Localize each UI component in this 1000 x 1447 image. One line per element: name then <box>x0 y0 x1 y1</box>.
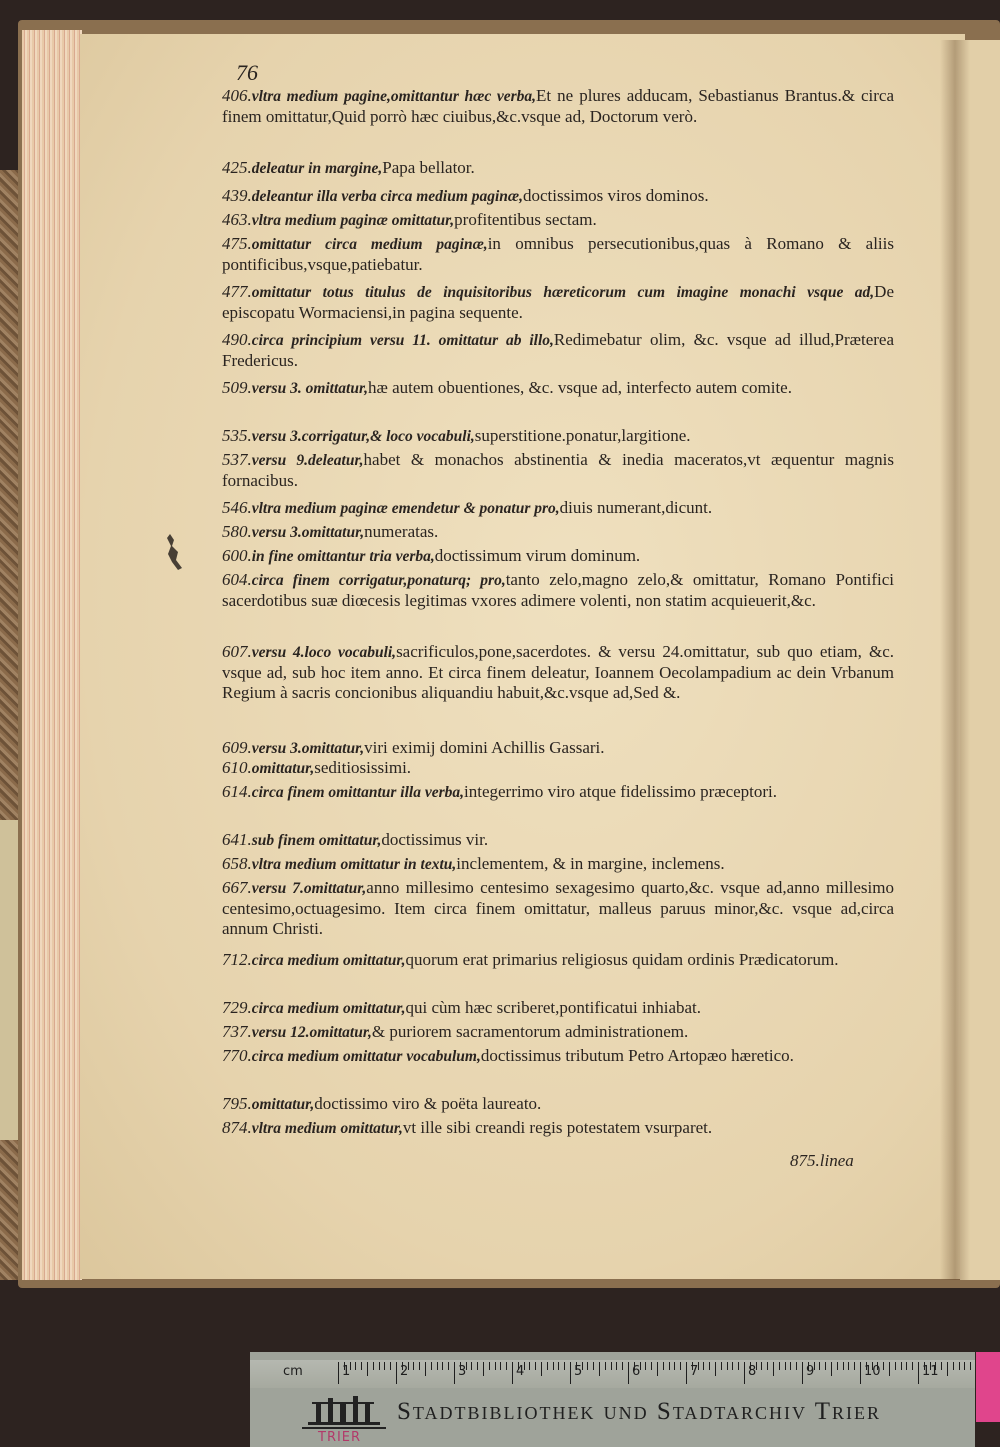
ruler-tick <box>512 1362 513 1384</box>
ruler-tick <box>419 1362 420 1370</box>
entry-instruction: circa finem corrigatur,ponaturq; pro, <box>251 572 506 589</box>
entry-instruction: deleatur in margine, <box>251 160 383 177</box>
entry-page-ref: 607. <box>222 642 252 661</box>
errata-entry <box>222 1046 894 1067</box>
ruler-tick <box>686 1362 687 1384</box>
page-edges <box>22 30 82 1280</box>
ruler-tick <box>663 1362 664 1370</box>
entry-page-ref: 537. <box>222 450 252 469</box>
ruler-tick <box>785 1362 786 1370</box>
entry-page-ref: 770. <box>222 1046 252 1065</box>
errata-entry <box>222 1118 894 1139</box>
ruler-tick <box>616 1362 617 1370</box>
entry-page-ref: 463. <box>222 210 252 229</box>
entry-text: profitentibus sectam. <box>454 210 597 229</box>
ruler-tick <box>657 1362 658 1376</box>
entry-instruction: versu 12.omittatur, <box>251 1024 372 1041</box>
ruler-tick <box>651 1362 652 1370</box>
entry-page-ref: 658. <box>222 854 252 873</box>
entry-page-ref: 641. <box>222 830 252 849</box>
ruler-tick <box>541 1362 542 1376</box>
ruler-tick <box>825 1362 826 1370</box>
ruler-tick <box>355 1362 356 1370</box>
catchword: 875.linea <box>790 1151 854 1170</box>
errata-entry <box>222 570 894 611</box>
entry-text: seditiosissimi. <box>314 758 412 777</box>
entry-instruction: versu 3.omittatur, <box>251 740 365 757</box>
errata-entry <box>222 282 894 323</box>
entry-text: tanto zelo,magno zelo,& omittatur, Romano Pontifici sacerdotibus suæ diœcesis legitimas vxores adimere volenti, non statim acquieuerit,&c. <box>222 570 894 610</box>
ruler-tick <box>645 1362 646 1370</box>
ruler-tick <box>425 1362 426 1376</box>
ruler-tick <box>396 1362 397 1384</box>
entry-page-ref: 439. <box>222 186 252 205</box>
entry-instruction: vltra medium pagine,omittantur hæc verba, <box>251 88 537 105</box>
ruler-tick <box>860 1362 861 1384</box>
ruler-label: 6 <box>632 1364 641 1379</box>
entry-instruction: in fine omittantur tria verba, <box>251 548 435 565</box>
ruler-tick <box>715 1362 716 1376</box>
entry-text: integerrimo viro atque fidelissimo præceptori. <box>464 782 778 801</box>
entry-instruction: omittatur, <box>251 1096 315 1113</box>
entry-page-ref: 490. <box>222 330 252 349</box>
ruler-tick <box>535 1362 536 1370</box>
errata-entry <box>222 378 894 399</box>
ruler-tick <box>593 1362 594 1370</box>
entry-instruction: versu 3.omittatur, <box>251 524 365 541</box>
archive-logo-icon <box>298 1392 390 1430</box>
entry-instruction: versu 4.loco vocabuli, <box>251 644 397 661</box>
ruler-tick <box>964 1362 965 1370</box>
gutter <box>940 40 970 1280</box>
entry-page-ref: 425. <box>222 158 252 177</box>
ruler-tick <box>495 1362 496 1370</box>
entry-text: sacrificulos,pone,sacerdotes. & versu 24.omittatur, sub quo etiam, &c. vsque ad, sub hoc item anno. Et circa finem deleatur, Ioannem Oecolampadium ac dein Vrbanum Regium à sacris concionibus aliquandiu habuit,&c.vsque ad,Sed &. <box>222 642 894 702</box>
entry-instruction: circa principium versu 11. omittatur ab illo, <box>251 332 554 349</box>
entry-text: viri eximij domini Achillis Gassari. <box>364 738 605 757</box>
ruler-label: 4 <box>516 1364 525 1379</box>
entry-page-ref: 475. <box>222 234 252 253</box>
entry-instruction: versu 3. omittatur, <box>251 380 369 397</box>
errata-entry <box>222 210 894 231</box>
ruler-tick <box>379 1362 380 1370</box>
ruler-tick <box>906 1362 907 1370</box>
entry-instruction: omittatur, <box>251 760 315 777</box>
errata-entry <box>222 1094 894 1115</box>
errata-entry <box>222 330 894 371</box>
ruler-tick <box>669 1362 670 1370</box>
ruler-tick <box>953 1362 954 1370</box>
page-number: 76 <box>236 60 258 85</box>
ruler-tick <box>709 1362 710 1370</box>
ruler-tick <box>744 1362 745 1384</box>
entry-text: numeratas. <box>364 522 439 541</box>
entry-page-ref: 712. <box>222 950 252 969</box>
entry-instruction: omittatur totus titulus de inquisitoribus hæreticorum cum imagine monachi vsque ad, <box>251 284 875 301</box>
entry-instruction: versu 9.deleatur, <box>251 452 364 469</box>
ruler-tick <box>779 1362 780 1370</box>
errata-entry <box>222 1022 894 1043</box>
ruler-tick <box>605 1362 606 1370</box>
ruler-tick <box>564 1362 565 1370</box>
ruler-label: 9 <box>806 1364 815 1379</box>
errata-entry <box>222 830 894 851</box>
color-tab <box>976 1352 1000 1422</box>
entry-text: doctissimum virum dominum. <box>434 546 641 565</box>
errata-entry <box>222 738 894 759</box>
entry-page-ref: 535. <box>222 426 252 445</box>
errata-entry <box>222 854 894 875</box>
entry-text: superstitione.ponatur,largitione. <box>474 426 691 445</box>
ruler-tick <box>500 1362 501 1370</box>
archive-city: TRIER <box>318 1430 362 1445</box>
ruler-label: 3 <box>458 1364 467 1379</box>
ruler-tick <box>854 1362 855 1370</box>
errata-entry <box>222 86 894 127</box>
errata-entry <box>222 158 894 179</box>
ruler-label: 8 <box>748 1364 757 1379</box>
ruler-tick <box>848 1362 849 1370</box>
ruler-tick <box>819 1362 820 1370</box>
entry-instruction: versu 7.omittatur, <box>251 880 367 897</box>
ruler-tick <box>471 1362 472 1370</box>
entry-text: De episcopatu Wormaciensi,in pagina sequente. <box>222 282 894 322</box>
archive-name: Stadtbibliothek und Stadtarchiv Trier <box>397 1398 882 1425</box>
entry-instruction: vltra medium omittatur in textu, <box>251 856 457 873</box>
ruler-tick <box>912 1362 913 1370</box>
ruler-tick <box>680 1362 681 1370</box>
errata-entry <box>222 426 894 447</box>
ruler-tick <box>622 1362 623 1370</box>
ruler-tick <box>390 1362 391 1370</box>
errata-entry <box>222 998 894 1019</box>
entry-text: Et ne plures adducam, Sebastianus Brantus.& circa finem omittatur,Quid porrò hæc ciuibus,&c.vsque ad, Doctorum verò. <box>222 86 894 126</box>
entry-text: doctissimus vir. <box>381 830 489 849</box>
entry-text: doctissimus tributum Petro Artopæo hæretico. <box>480 1046 794 1065</box>
entry-page-ref: 610. <box>222 758 252 777</box>
entry-page-ref: 667. <box>222 878 252 897</box>
ruler-tick <box>437 1362 438 1370</box>
ruler-tick <box>941 1362 942 1370</box>
entry-instruction: vltra medium paginæ omittatur, <box>251 212 455 229</box>
ruler-tick <box>373 1362 374 1370</box>
ruler-tick <box>674 1362 675 1370</box>
ruler-tick <box>384 1362 385 1370</box>
ruler-tick <box>338 1362 339 1384</box>
ruler-tick <box>767 1362 768 1370</box>
entry-instruction: omittatur circa medium paginæ, <box>251 236 488 253</box>
ruler-tick <box>628 1362 629 1384</box>
ruler-tick <box>558 1362 559 1370</box>
ruler-tick <box>553 1362 554 1370</box>
entry-text: doctissimos viros dominos. <box>523 186 709 205</box>
entry-page-ref: 600. <box>222 546 252 565</box>
entry-text: inclementem, & in margine, inclemens. <box>456 854 725 873</box>
ruler-tick <box>547 1362 548 1370</box>
errata-entry <box>222 450 894 491</box>
errata-entry <box>222 758 894 779</box>
ruler-tick <box>442 1362 443 1370</box>
entry-page-ref: 580. <box>222 522 252 541</box>
ruler-tick <box>837 1362 838 1370</box>
ruler-tick <box>611 1362 612 1370</box>
ruler-tick <box>843 1362 844 1370</box>
ruler-tick <box>895 1362 896 1370</box>
entry-text: Redimebatur olim, &c. vsque ad illud,Præterea Fredericus. <box>222 330 894 370</box>
ruler-tick <box>773 1362 774 1376</box>
ruler-tick <box>947 1362 948 1376</box>
ruler-tick <box>431 1362 432 1370</box>
entry-text: anno millesimo centesimo sexagesimo quarto,&c. vsque ad,anno millesimo centesimo,octuagesimo. Item circa finem omittatur, malleus paruus minor,&c. vsque ad,circa annum Christi. <box>222 878 894 938</box>
ruler-tick <box>802 1362 803 1384</box>
entry-text: qui cùm hæc scriberet,pontificatui inhiabat. <box>405 998 702 1017</box>
ruler-tick <box>918 1362 919 1384</box>
ink-blot-icon <box>164 532 186 572</box>
entry-text: hæ autem obuentiones, &c. vsque ad, interfecto autem comite. <box>368 378 792 397</box>
ruler-label: 5 <box>574 1364 583 1379</box>
entry-text: Papa bellator. <box>382 158 475 177</box>
errata-entry <box>222 522 894 543</box>
ruler-tick <box>883 1362 884 1370</box>
ruler-tick <box>889 1362 890 1376</box>
ruler-tick <box>489 1362 490 1370</box>
errata-entry <box>222 498 894 519</box>
entry-text: doctissimo viro & poëta laureato. <box>314 1094 542 1113</box>
ruler-tick <box>367 1362 368 1376</box>
entry-page-ref: 546. <box>222 498 252 517</box>
entry-text: quorum erat primarius religiosus quidam ordinis Prædicatorum. <box>405 950 839 969</box>
ruler-tick <box>796 1362 797 1370</box>
ruler-tick <box>970 1362 971 1370</box>
entry-text: habet & monachos abstinentia & inedia maceratos,vt æquentur magnis fornacibus. <box>222 450 894 490</box>
ruler-tick <box>703 1362 704 1370</box>
ruler-tick <box>721 1362 722 1370</box>
entry-instruction: circa medium omittatur, <box>251 1000 406 1017</box>
errata-entry <box>222 546 894 567</box>
ruler-tick <box>587 1362 588 1370</box>
entry-page-ref: 609. <box>222 738 252 757</box>
ruler-tick <box>599 1362 600 1376</box>
ruler-tick <box>413 1362 414 1370</box>
ruler-tick <box>483 1362 484 1376</box>
entry-text: & puriorem sacramentorum administrationem. <box>371 1022 689 1041</box>
errata-entry <box>222 186 894 207</box>
entry-page-ref: 795. <box>222 1094 252 1113</box>
errata-entry <box>222 782 894 803</box>
ruler-tick <box>790 1362 791 1370</box>
entry-text: in omnibus persecutionibus,quas à Romano & aliis pontificibus,vsque,patiebatur. <box>222 234 894 274</box>
ruler-tick <box>727 1362 728 1370</box>
ruler-label: 11 <box>922 1364 939 1379</box>
errata-entry <box>222 950 894 971</box>
ruler-tick <box>901 1362 902 1370</box>
ruler-tick <box>448 1362 449 1370</box>
entry-instruction: vltra medium paginæ emendetur & ponatur pro, <box>251 500 560 517</box>
entry-instruction: circa medium omittatur, <box>251 952 406 969</box>
entry-page-ref: 406. <box>222 86 252 105</box>
ruler-tick <box>454 1362 455 1384</box>
entry-page-ref: 509. <box>222 378 252 397</box>
entry-page-ref: 729. <box>222 998 252 1017</box>
entry-page-ref: 614. <box>222 782 252 801</box>
entry-text: vt ille sibi creandi regis potestatem vsurparet. <box>402 1118 713 1137</box>
ruler-tick <box>529 1362 530 1370</box>
ruler-label: 10 <box>864 1364 881 1379</box>
ruler-tick <box>761 1362 762 1370</box>
ruler-tick <box>506 1362 507 1370</box>
ruler-tick <box>738 1362 739 1370</box>
entry-text: diuis numerant,dicunt. <box>559 498 713 517</box>
entry-instruction: circa medium omittatur vocabulum, <box>251 1048 481 1065</box>
ruler-tick <box>570 1362 571 1384</box>
ruler-tick <box>732 1362 733 1370</box>
entry-instruction: deleantur illa verba circa medium paginæ, <box>251 188 523 205</box>
entry-page-ref: 477. <box>222 282 252 301</box>
ruler-tick <box>959 1362 960 1370</box>
entry-page-ref: 604. <box>222 570 252 589</box>
entry-instruction: vltra medium omittatur, <box>251 1120 403 1137</box>
errata-entry <box>222 234 894 275</box>
entry-instruction: circa finem omittantur illa verba, <box>251 784 465 801</box>
entry-page-ref: 737. <box>222 1022 252 1041</box>
ruler-label: 2 <box>400 1364 409 1379</box>
errata-entry <box>222 878 894 939</box>
ruler-label: 1 <box>342 1364 351 1379</box>
ruler-tick <box>361 1362 362 1370</box>
ruler-label: 7 <box>690 1364 699 1379</box>
entry-instruction: sub finem omittatur, <box>251 832 382 849</box>
entry-instruction: versu 3.corrigatur,& loco vocabuli, <box>251 428 475 445</box>
errata-entry <box>222 642 894 703</box>
entry-page-ref: 874. <box>222 1118 252 1137</box>
ruler-tick <box>477 1362 478 1370</box>
ruler-unit: cm <box>283 1364 303 1379</box>
ruler-tick <box>831 1362 832 1376</box>
